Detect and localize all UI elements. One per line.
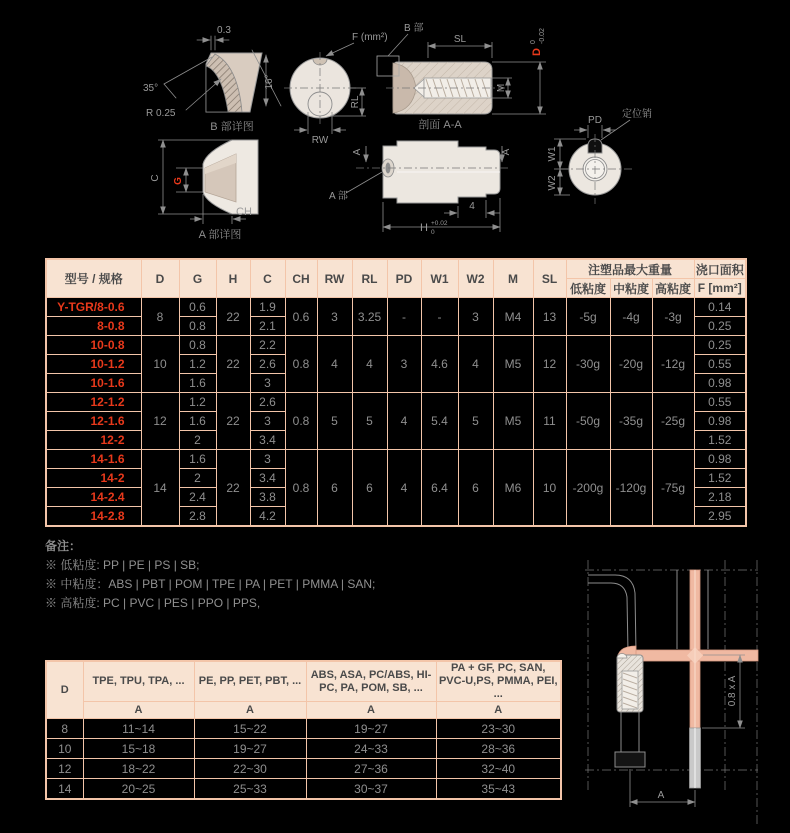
cell-f: 2.18 <box>694 488 746 507</box>
d-label: D <box>531 48 543 56</box>
top-drawings <box>0 0 790 250</box>
cell-model: 12-1.6 <box>46 412 141 431</box>
cell-rw: 5 <box>317 393 352 450</box>
cell-d: 8 <box>46 719 83 739</box>
cell-pd: 4 <box>387 450 421 527</box>
radius-label: R 0.25 <box>146 108 176 119</box>
cell-g: 1.6 <box>179 412 216 431</box>
cell-rw: 3 <box>317 298 352 336</box>
cell-g: 2.4 <box>179 488 216 507</box>
gate-component <box>615 654 645 768</box>
cell-w2: 3 <box>458 298 493 336</box>
detail-a-caption: A 部详图 <box>198 229 242 241</box>
col-header-rl: RL <box>352 259 387 298</box>
cell-model: 14-2.8 <box>46 507 141 527</box>
size-sub-header-a: A <box>83 702 194 719</box>
cell-model: 14-2 <box>46 469 141 488</box>
cell-f: 0.25 <box>694 317 746 336</box>
d-tol-lower: -0.02 <box>539 28 546 44</box>
col-header-c: C <box>250 259 285 298</box>
cell-range: 11~14 <box>83 719 194 739</box>
size-sub-header-a: A <box>436 702 561 719</box>
cell-rw: 4 <box>317 336 352 393</box>
cell-c: 3 <box>250 450 285 469</box>
table-row <box>46 759 561 779</box>
detail-b-caption: B 部详图 <box>210 121 254 133</box>
cell-ch: 0.8 <box>285 336 317 393</box>
cell-pd: - <box>387 298 421 336</box>
cell-w2: 5 <box>458 393 493 450</box>
size-col-header-mat3: ABS, ASA, PC/ABS, HI-PC, PA, POM, SB, ... <box>306 661 436 702</box>
note-line-low: ※ 低粘度: PP | PE | PS | SB; <box>45 558 200 572</box>
size-col-header-mat2: PE, PP, PET, PBT, ... <box>194 661 306 702</box>
cell-range: 20~25 <box>83 779 194 800</box>
cell-g: 0.8 <box>179 317 216 336</box>
cell-range: 30~37 <box>306 779 436 800</box>
cell-rl: 5 <box>352 393 387 450</box>
front-view <box>284 32 388 146</box>
cell-c: 3.8 <box>250 488 285 507</box>
cell-f: 0.55 <box>694 355 746 374</box>
cell-mid: -20g <box>610 336 652 393</box>
cell-c: 3 <box>250 374 285 393</box>
cell-f: 0.25 <box>694 336 746 355</box>
cell-model: 12-1.2 <box>46 393 141 412</box>
col-header-ch: CH <box>285 259 317 298</box>
section-arrow-a-right: A <box>501 148 512 156</box>
cell-d: 14 <box>141 450 179 527</box>
cell-g: 2 <box>179 431 216 450</box>
cell-f: 1.52 <box>694 431 746 450</box>
rw-label: RW <box>311 135 329 146</box>
cell-c: 4.2 <box>250 507 285 527</box>
cell-model: 10-1.2 <box>46 355 141 374</box>
cell-model: 10-1.6 <box>46 374 141 393</box>
cell-w2: 4 <box>458 336 493 393</box>
table-row <box>46 719 561 739</box>
cell-high: -3g <box>652 298 694 336</box>
h-tol-upper: +0.02 <box>431 220 448 227</box>
size-col-header-d: D <box>46 661 83 719</box>
cell-rw: 6 <box>317 450 352 527</box>
d-tol-upper: 0 <box>530 40 537 44</box>
application-drawing <box>555 545 790 833</box>
section-caption: 剖面 A-A <box>418 119 462 131</box>
cell-rl: 6 <box>352 450 387 527</box>
cell-range: 18~22 <box>83 759 194 779</box>
cell-low: -5g <box>566 298 610 336</box>
cell-g: 0.6 <box>179 298 216 317</box>
application-dimensions <box>630 655 745 807</box>
table-row <box>46 336 746 355</box>
cell-high: -75g <box>652 450 694 527</box>
a-callout-label: A 部 <box>329 191 348 202</box>
cell-m: M5 <box>493 393 533 450</box>
cell-d: 14 <box>46 779 83 800</box>
col-header-rw: RW <box>317 259 352 298</box>
cell-f: 2.95 <box>694 507 746 527</box>
table-row <box>46 450 746 469</box>
cell-c: 2.1 <box>250 317 285 336</box>
angle-16-label: 16° <box>264 74 275 90</box>
note-line-high: ※ 高粘度: PC | PVC | PES | PPO | PPS, <box>45 596 261 610</box>
cell-rl: 3.25 <box>352 298 387 336</box>
cell-f: 0.55 <box>694 393 746 412</box>
notes-title: 备注： <box>45 539 82 553</box>
cell-mid: -4g <box>610 298 652 336</box>
col-header-m: M <box>493 259 533 298</box>
cell-g: 1.6 <box>179 450 216 469</box>
cell-w1: 5.4 <box>421 393 458 450</box>
w2-label: W2 <box>547 175 558 191</box>
g-label: G <box>173 177 184 185</box>
size-table <box>45 660 562 800</box>
cell-range: 28~36 <box>436 739 561 759</box>
dim-0.3-label: 0.3 <box>217 25 231 36</box>
cell-range: 22~30 <box>194 759 306 779</box>
cell-sl: 11 <box>533 393 566 450</box>
cell-m: M4 <box>493 298 533 336</box>
pin-view <box>547 107 652 204</box>
angle-35-label: 35° <box>143 83 159 94</box>
cell-range: 19~27 <box>306 719 436 739</box>
header-row-1 <box>46 259 746 279</box>
cell-c: 3 <box>250 412 285 431</box>
cell-d: 8 <box>141 298 179 336</box>
detail-a-view <box>150 140 258 241</box>
dim-0.8xA-label: 0.8 x A <box>727 675 738 707</box>
size-col-header-mat4: PA + GF, PC, SAN, PVC-U,PS, PMMA, PEI, ... <box>436 661 561 702</box>
section-arrow-a-left: A <box>352 148 363 156</box>
cell-range: 32~40 <box>436 759 561 779</box>
cell-range: 23~30 <box>436 719 561 739</box>
table-row <box>46 298 746 317</box>
col-header-d: D <box>141 259 179 298</box>
col-header-sl: SL <box>533 259 566 298</box>
cell-model: 12-2 <box>46 431 141 450</box>
cell-c: 3.4 <box>250 469 285 488</box>
dim-4-label: 4 <box>469 201 475 212</box>
cell-g: 1.2 <box>179 355 216 374</box>
cell-range: 27~36 <box>306 759 436 779</box>
notes <box>45 537 375 613</box>
size-sub-header-a: A <box>306 702 436 719</box>
cell-model: Y-TGR/8-0.6 <box>46 298 141 317</box>
pd-label: PD <box>588 115 602 126</box>
rl-label: RL <box>350 95 361 109</box>
note-line-mid: ※ 中粘度：ABS | PBT | POM | TPE | PA | PET | PMMA | SAN; <box>45 577 376 591</box>
col-header-mid: 中粘度 <box>610 279 652 298</box>
h-tol-lower: 0 <box>431 229 435 236</box>
section-view <box>377 21 546 131</box>
cell-w1: 6.4 <box>421 450 458 527</box>
cell-range: 15~22 <box>194 719 306 739</box>
cell-model: 14-1.6 <box>46 450 141 469</box>
cell-high: -12g <box>652 336 694 393</box>
table-row <box>46 393 746 412</box>
h-label: H <box>420 222 428 234</box>
cell-f: 0.98 <box>694 374 746 393</box>
cell-pd: 3 <box>387 336 421 393</box>
side-view <box>329 141 512 236</box>
col-header-pd: PD <box>387 259 421 298</box>
size-col-header-mat1: TPE, TPU, TPA, ... <box>83 661 194 702</box>
col-header-f-unit: F [mm²] <box>694 279 746 298</box>
cell-c: 2.2 <box>250 336 285 355</box>
cell-range: 19~27 <box>194 739 306 759</box>
cell-d: 12 <box>141 393 179 450</box>
cell-d: 12 <box>46 759 83 779</box>
cell-range: 24~33 <box>306 739 436 759</box>
gate-area-label: F (mm²) <box>352 32 388 43</box>
col-header-w1: W1 <box>421 259 458 298</box>
col-header-high: 高粘度 <box>652 279 694 298</box>
cell-f: 0.14 <box>694 298 746 317</box>
col-header-w2: W2 <box>458 259 493 298</box>
cell-sl: 13 <box>533 298 566 336</box>
cell-ch: 0.6 <box>285 298 317 336</box>
cell-c: 2.6 <box>250 393 285 412</box>
cell-d: 10 <box>141 336 179 393</box>
detail-b-view <box>143 25 281 133</box>
cell-range: 35~43 <box>436 779 561 800</box>
size-sub-header-a: A <box>194 702 306 719</box>
cell-sl: 10 <box>533 450 566 527</box>
spec-table <box>45 258 747 527</box>
cell-w1: - <box>421 298 458 336</box>
cell-ch: 0.8 <box>285 393 317 450</box>
size-header-row-2 <box>46 702 561 719</box>
col-header-g: G <box>179 259 216 298</box>
cell-ch: 0.8 <box>285 450 317 527</box>
cell-f: 0.98 <box>694 412 746 431</box>
col-header-h: H <box>216 259 250 298</box>
cell-mid: -120g <box>610 450 652 527</box>
cell-g: 0.8 <box>179 336 216 355</box>
table-row <box>46 779 561 800</box>
cell-high: -25g <box>652 393 694 450</box>
m-label: M <box>496 83 507 93</box>
cell-h: 22 <box>216 336 250 393</box>
ch-label: CH <box>236 206 252 218</box>
cell-h: 22 <box>216 298 250 336</box>
cell-low: -50g <box>566 393 610 450</box>
cell-g: 1.2 <box>179 393 216 412</box>
col-header-low: 低粘度 <box>566 279 610 298</box>
cell-low: -200g <box>566 450 610 527</box>
cell-rl: 4 <box>352 336 387 393</box>
table-row <box>46 739 561 759</box>
cell-w2: 6 <box>458 450 493 527</box>
cell-h: 22 <box>216 393 250 450</box>
cell-model: 8-0.8 <box>46 317 141 336</box>
cell-g: 1.6 <box>179 374 216 393</box>
cell-mid: -35g <box>610 393 652 450</box>
cell-m: M6 <box>493 450 533 527</box>
cell-range: 15~18 <box>83 739 194 759</box>
w1-label: W1 <box>547 146 558 162</box>
cell-d: 10 <box>46 739 83 759</box>
col-header-weight-group: 注塑品最大重量 <box>566 259 694 279</box>
cell-model: 10-0.8 <box>46 336 141 355</box>
cell-sl: 12 <box>533 336 566 393</box>
cell-pd: 4 <box>387 393 421 450</box>
col-header-model: 型号 / 规格 <box>46 259 141 298</box>
c-label: C <box>150 174 161 182</box>
cell-range: 25~33 <box>194 779 306 800</box>
pin-caption: 定位销 <box>622 109 652 120</box>
cell-w1: 4.6 <box>421 336 458 393</box>
cell-model: 14-2.4 <box>46 488 141 507</box>
dim-a-label: A <box>657 790 665 801</box>
cell-g: 2 <box>179 469 216 488</box>
cell-g: 2.8 <box>179 507 216 527</box>
b-callout-label: B 部 <box>404 23 424 34</box>
size-header-row-1 <box>46 661 561 702</box>
cell-c: 1.9 <box>250 298 285 317</box>
cell-f: 1.52 <box>694 469 746 488</box>
sl-label: SL <box>453 34 467 45</box>
cell-c: 2.6 <box>250 355 285 374</box>
col-header-gate-area: 浇口面积 <box>694 259 746 279</box>
cell-h: 22 <box>216 450 250 527</box>
cell-m: M5 <box>493 336 533 393</box>
cell-c: 3.4 <box>250 431 285 450</box>
cell-low: -30g <box>566 336 610 393</box>
cell-f: 0.98 <box>694 450 746 469</box>
